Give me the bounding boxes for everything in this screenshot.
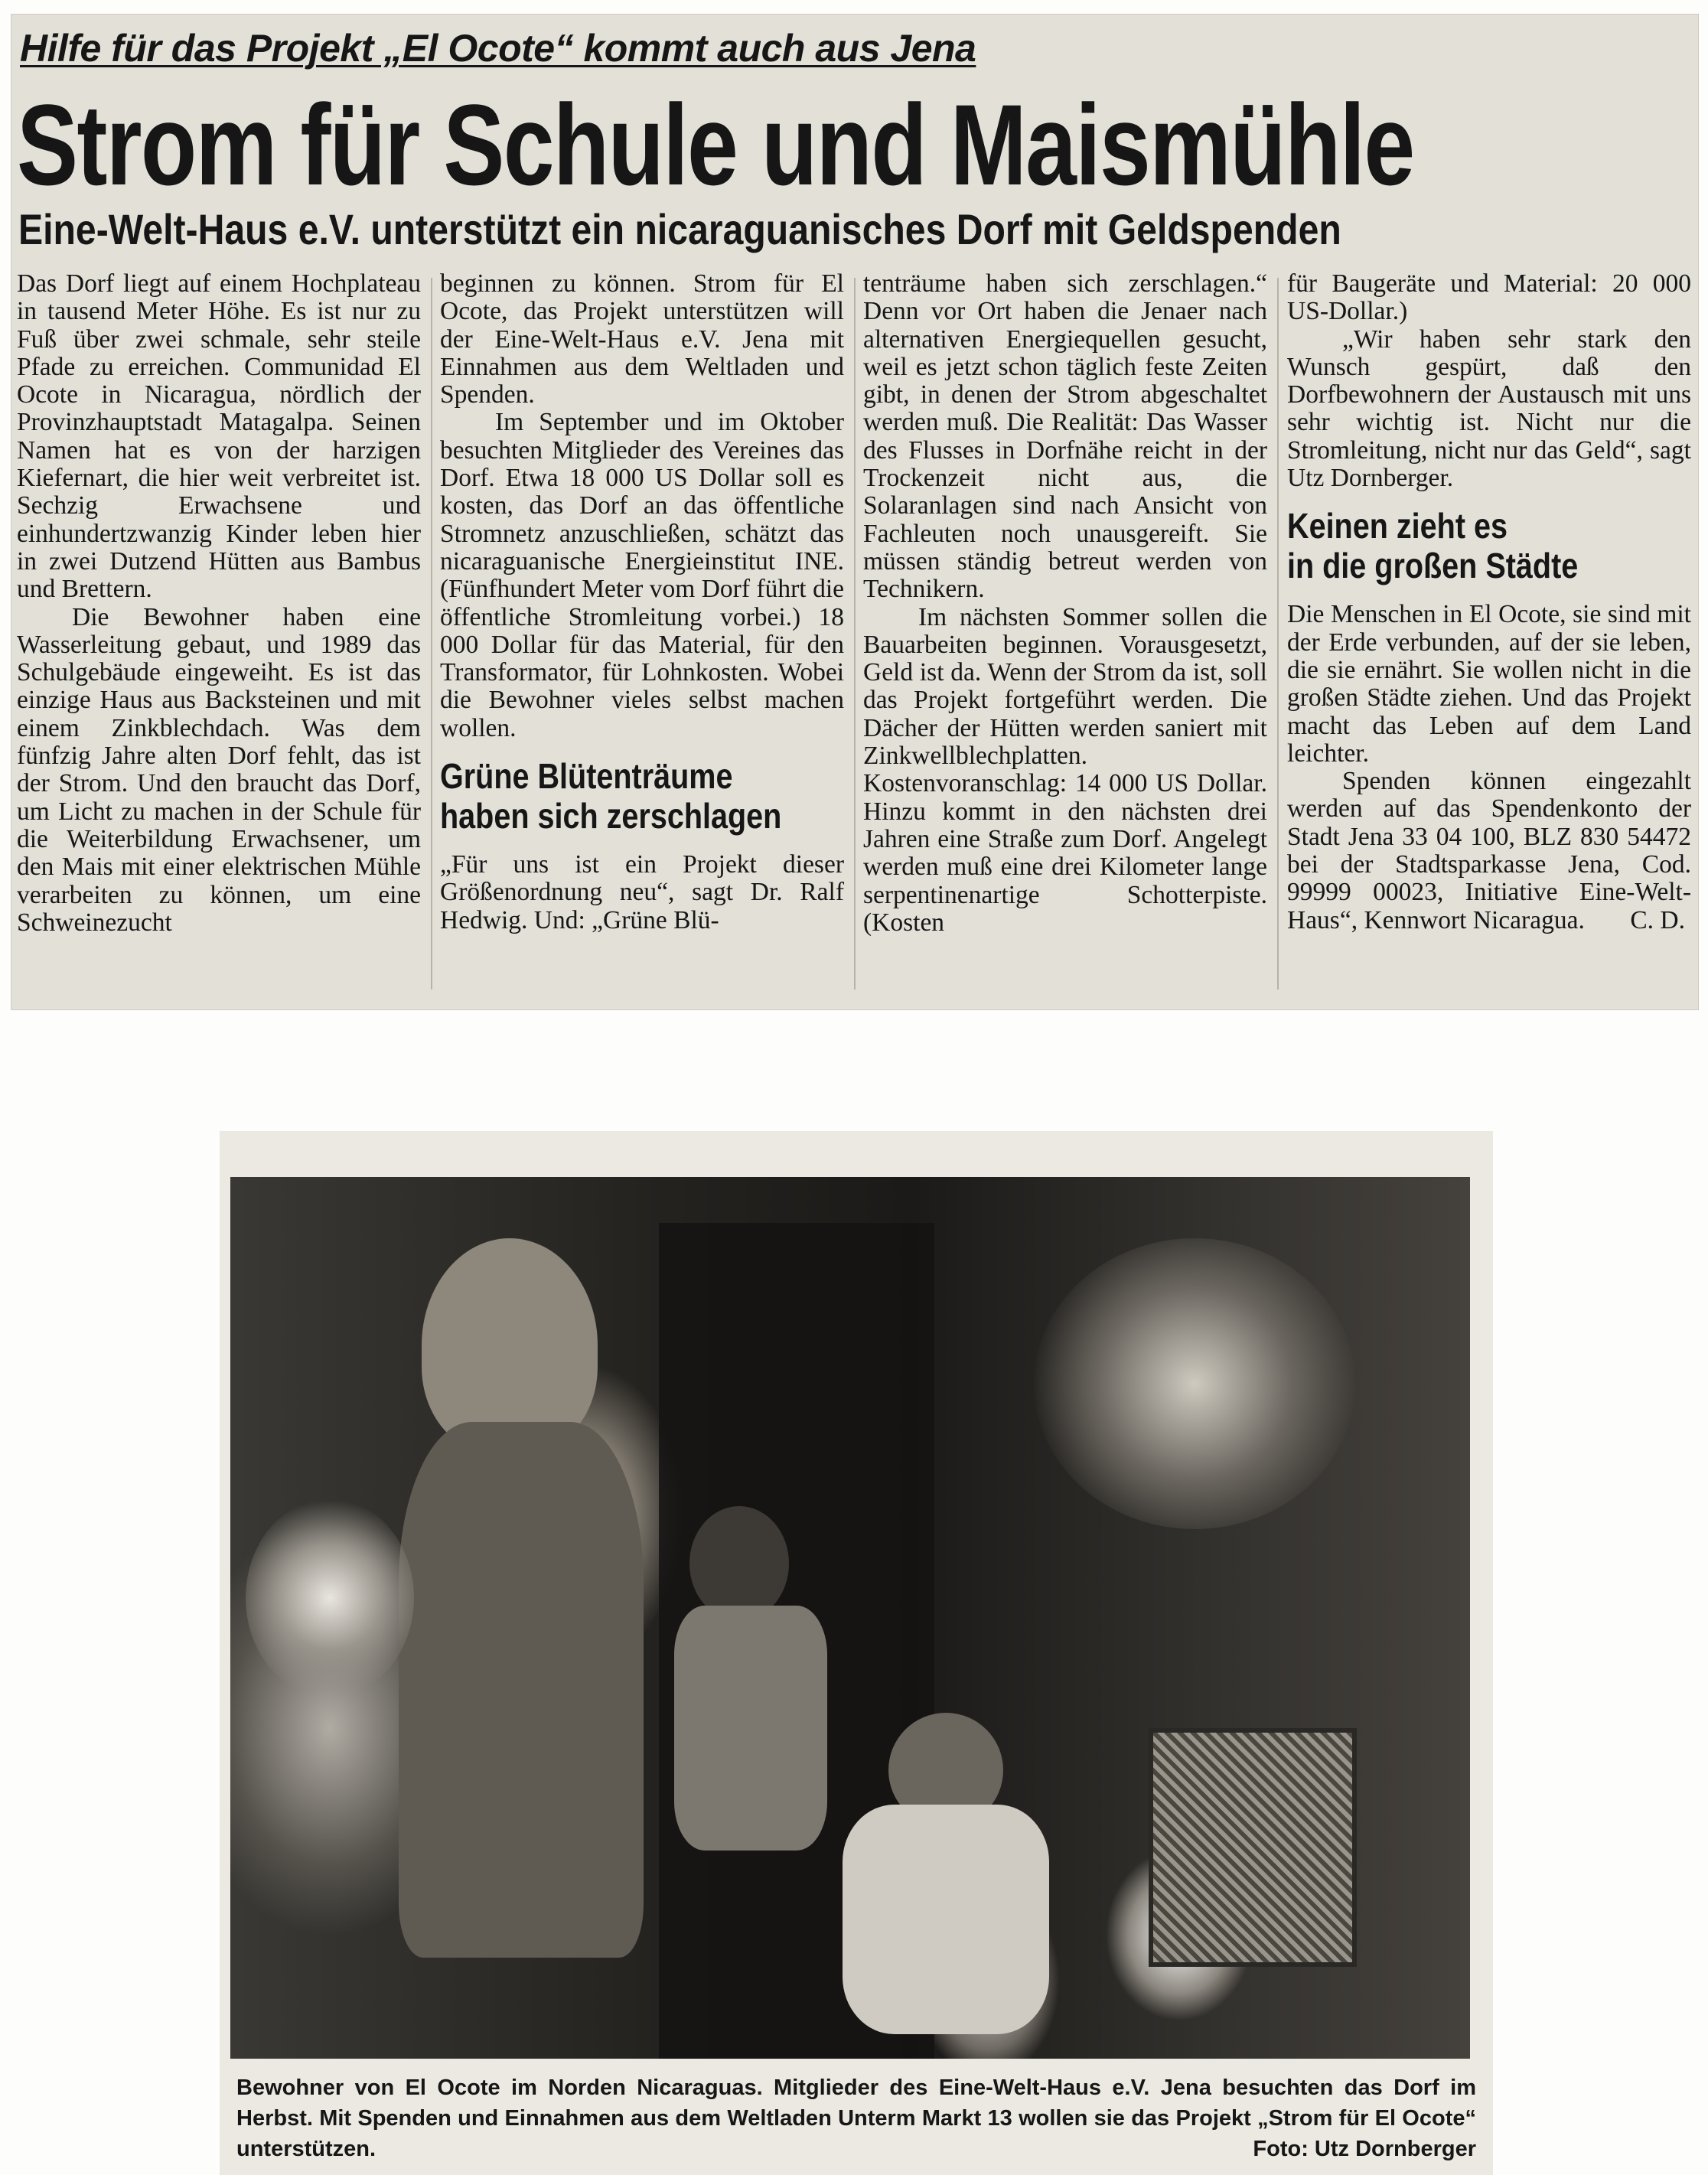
woman-figure (422, 1238, 598, 1453)
paragraph: beginnen zu können. Strom für El Ocote, das Projekt unterstützen will der Eine-Welt-Haus e.V. Jena mit Einnahmen aus dem Weltladen und Spenden. (440, 269, 844, 409)
subheading-line: Keinen zieht es (1287, 506, 1508, 546)
paragraph: Die Menschen in El Ocote, sie sind mit der Erde verbunden, auf der sie leben, die sie ernährt. Sie wollen nicht in die großen Städte ziehen. Und das Projekt macht das Leben auf dem Land leichter. (1287, 600, 1691, 768)
photo-credit: Foto: Utz Dornberger (1253, 2137, 1476, 2161)
kicker-line: Hilfe für das Projekt „El Ocote“ kommt auch aus Jena (20, 27, 976, 70)
article-columns (17, 270, 1693, 1005)
paragraph: Im nächsten Sommer sollen die Bauarbeiten beginnen. Vorausgesetzt, Geld ist da. Wenn der Strom da ist, soll das Projekt fortgeführt werden. Die Dächer der Hütten werden saniert mit Zinkwellblechplatten. Kostenvoranschlag: 14 000 US Dollar. Hinzu kommt in den nächsten drei Jahren eine Straße zum Dorf. Angelegt werden muß eine drei Kilometer lange serpentinenartige Schotterpiste. (Kosten (863, 602, 1267, 937)
woven-box (1149, 1728, 1357, 1967)
subheading-line: Grüne Blütenträume (440, 756, 733, 797)
column-rule (854, 278, 856, 990)
paragraph: „Für uns ist ein Projekt dieser Größenordnung neu“, sagt Dr. Ralf Hedwig. Und: „Grüne Blü- (440, 850, 844, 934)
subheading-line: in die großen Städte (1287, 546, 1579, 586)
subheading-gruene-bluetentraeume (440, 756, 787, 836)
subheading-line: haben sich zerschlagen (440, 796, 782, 836)
flower-pot-left (246, 1498, 414, 1697)
subheading-keinen-zieht-es (1287, 506, 1635, 585)
caption-text: Bewohner von El Ocote im Norden Nicaraguas. Mitglieder des Eine-Welt-Haus e.V. Jena besuchten das Dorf im Herbst. Mit Spenden und Einnahmen aus dem Weltladen Unterm Markt 13 wollen sie das Projekt „Strom für El Ocote“ unterstützen. (236, 2076, 1476, 2161)
boy-shirt (674, 1606, 827, 1851)
woman-dress (399, 1422, 644, 1958)
photo-clipping (220, 1131, 1493, 2175)
paragraph: Das Dorf liegt auf einem Hochplateau in tausend Meter Höhe. Es ist nur zu Fuß über zwei schmale, sehr steile Pfade zu erreichen. Communidad El Ocote in Nicaragua, nördlich der Provinzhauptstadt Matagalpa. Seinen Namen hat es von der harzigen Kiefernart, die hier weit verbreitet ist. Sechzig Erwachsene und einhundertzwanzig Kinder leben hier in zwei Dutzend Hütten aus Bambus und Brettern. (17, 269, 421, 604)
boy-figure (689, 1506, 789, 1621)
plant-leaves (1034, 1238, 1355, 1529)
photo-people-in-hut (230, 1177, 1470, 2059)
paragraph: Die Bewohner haben eine Wasserleitung gebaut, und 1989 das Schulgebäude eingeweiht. Es ist das einzige Haus aus Backsteinen und mit einem Zinkblechdach. Was dem fünfzig Jahre alten Dorf fehlt, das ist der Strom. Und den braucht das Dorf, um Licht zu machen in der Schule für die Weiterbildung Erwachsener, um den Mais mit einer elektrischen Mühle verarbeiten zu können, um eine Schweinezucht (17, 602, 421, 937)
column-4 (1287, 270, 1691, 934)
column-1 (17, 270, 421, 937)
column-rule (1277, 278, 1279, 990)
author-signature: C. D. (1630, 905, 1685, 934)
column-3 (863, 270, 1267, 937)
newspaper-clipping (11, 14, 1699, 1010)
headline: Strom für Schule und Maismühle (17, 80, 1414, 209)
paragraph: Spenden können eingezahlt werden auf das Spendenkonto der Stadt Jena 33 04 100, BLZ 830 54472 bei der Stadtsparkasse Jena, Cod. 99999 00023, Initiative Eine-Welt-Haus“, Kennwort Nicaragua. (1287, 767, 1691, 934)
subheadline: Eine-Welt-Haus e.V. unterstützt ein nicaraguanisches Dorf mit Geldspenden (18, 205, 1341, 253)
paragraph: „Wir haben sehr stark den Wunsch gespürt, daß den Dorfbewohnern der Austausch mit uns sehr wichtig ist. Nicht nur die Stromleitung, nicht nur das Geld“, sagt Utz Dornberger. (1287, 324, 1691, 493)
child-body (843, 1805, 1049, 2034)
paragraph: Im September und im Oktober besuchten Mitglieder des Vereines das Dorf. Etwa 18 000 US Dollar soll es kosten, das Dorf an das öffentliche Stromnetz anzuschließen, schätzt das nicaraguanische Energieinstitut INE. (Fünfhundert Meter vom Dorf führt die öffentliche Stromleitung vorbei.) 18 000 Dollar für das Material, für den Transformator, für Lohnkosten. Wobei die Bewohner vieles selbst machen wollen. (440, 408, 844, 742)
column-2 (440, 270, 844, 934)
column-rule (431, 278, 432, 990)
photo-caption (236, 2072, 1476, 2164)
paragraph: tenträume haben sich zerschlagen.“ Denn vor Ort haben die Jenaer nach alternativen Energiequellen gesucht, weil es jetzt schon täglich feste Zeiten gibt, in denen der Strom abgeschaltet werden muß. Die Realität: Das Wasser des Flusses in Dorfnähe reicht in der Trockenzeit nicht aus, die Solaranlagen sind nach Ansicht von Fachleuten noch unausgereift. Sie müssen ständig betreut werden von Technikern. (863, 269, 1267, 604)
paragraph: für Baugeräte und Material: 20 000 US-Dollar.) (1287, 269, 1691, 326)
